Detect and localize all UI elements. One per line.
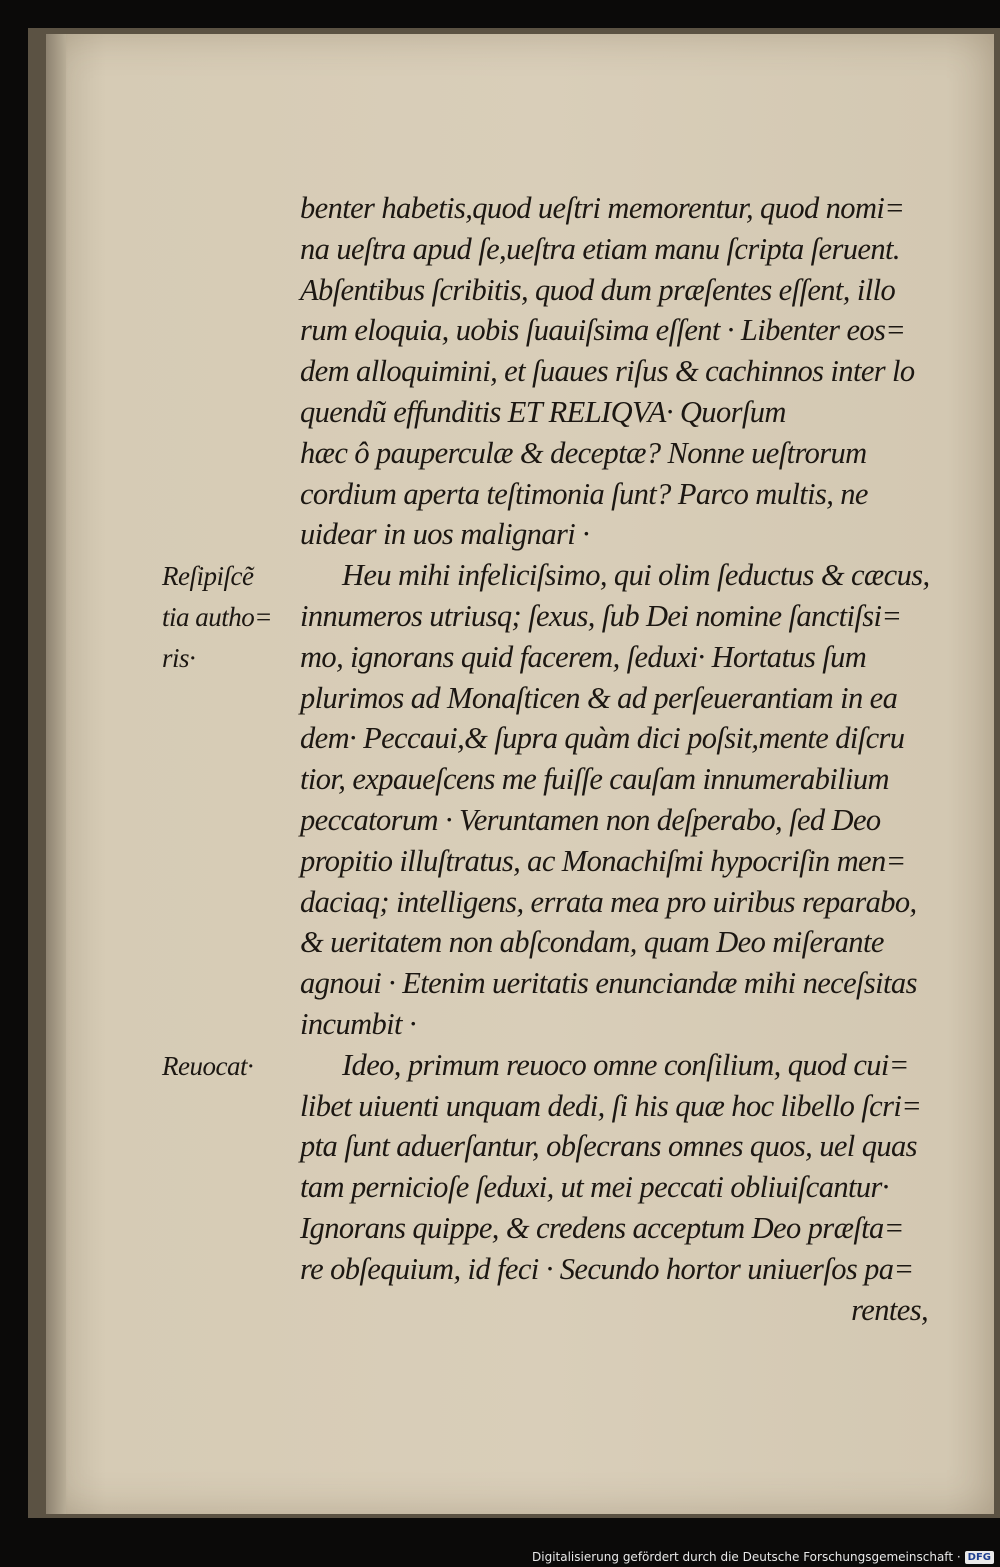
margin-note-line: ris· (162, 642, 196, 673)
credit-text: Digitalisierung gefördert durch die Deutsche Forschungsgemeinschaft · (532, 1550, 961, 1564)
text-line: daciaq; intelligens, errata mea pro uiribus reparabo, (300, 884, 917, 919)
text-line: re obſequium, id feci · Secundo hortor uniuerſos pa= (300, 1251, 914, 1286)
text-line: quendũ effunditis ET RELIQVA· Quorſum (300, 394, 786, 429)
digitization-credit (532, 1550, 994, 1564)
margin-note-line: Reuocat· (162, 1051, 254, 1081)
margin-note-reuocat (162, 1046, 292, 1087)
main-text (300, 188, 940, 1330)
text-line: Ignorans quippe, & credens acceptum Deo præſta= (300, 1210, 904, 1245)
catchword: rentes, (851, 1292, 928, 1327)
text-line: tam pernicioſe ſeduxi, ut mei peccati obliuiſcantur· (300, 1170, 889, 1205)
text-line: dem· Peccaui,& ſupra quàm dici poſsit,mente diſcru (300, 721, 905, 756)
text-line: pta ſunt aduerſantur, obſecrans omnes quos, uel quas (300, 1129, 917, 1164)
text-line: agnoui · Etenim ueritatis enunciandæ mihi neceſsitas (300, 966, 917, 1001)
margin-note-resipiscentia (162, 556, 292, 678)
text-line: & ueritatem non abſcondam, quam Deo miſerante (300, 925, 884, 960)
text-line: cordium aperta teſtimonia ſunt? Parco multis, ne (300, 476, 868, 511)
paragraph-start-line: Heu mihi infeliciſsimo, qui olim ſeductus & cæcus, (342, 558, 930, 593)
text-line: plurimos ad Monaſticen & ad perſeuerantiam in ea (300, 680, 898, 715)
text-line: tior, expaueſcens me fuiſſe cauſam innumerabilium (300, 762, 889, 797)
text-line: benter habetis,quod ueſtri memorentur, quod nomi= (300, 191, 905, 225)
text-line: peccatorum · Veruntamen non deſperabo, ſed Deo (300, 802, 881, 837)
dfg-logo-icon: DFG (965, 1551, 994, 1564)
text-line: rum eloquia, uobis ſuauiſsima eſſent · Libenter eos= (300, 313, 906, 348)
text-line: Abſentibus ſcribitis, quod dum præſentes eſſent, illo (300, 272, 896, 307)
text-line: na ueſtra apud ſe,ueſtra etiam manu ſcripta ſeruent. (300, 231, 900, 266)
text-line: mo, ignorans quid facerem, ſeduxi· Hortatus ſum (300, 639, 867, 674)
margin-note-line: tia autho= (162, 601, 272, 632)
text-line: propitio illuſtratus, ac Monachiſmi hypocriſin men= (300, 843, 906, 878)
page-gutter (46, 34, 66, 1514)
text-line: incumbit · (300, 1006, 416, 1041)
margin-note-line: Reſipiſcẽ (162, 561, 254, 591)
text-line: uidear in uos malignari · (300, 517, 590, 552)
text-line: hæc ô pauperculæ & deceptæ? Nonne ueſtrorum (300, 435, 867, 470)
text-line: innumeros utriusq; ſexus, ſub Dei nomine ſanctiſsi= (300, 598, 902, 633)
text-line: libet uiuenti unquam dedi, ſi his quæ hoc libello ſcri= (300, 1088, 922, 1123)
paragraph-start-line: Ideo, primum reuoco omne conſilium, quod cui= (342, 1047, 909, 1082)
text-line: dem alloquimini, et ſuaues riſus & cachinnos inter lo (300, 354, 915, 389)
